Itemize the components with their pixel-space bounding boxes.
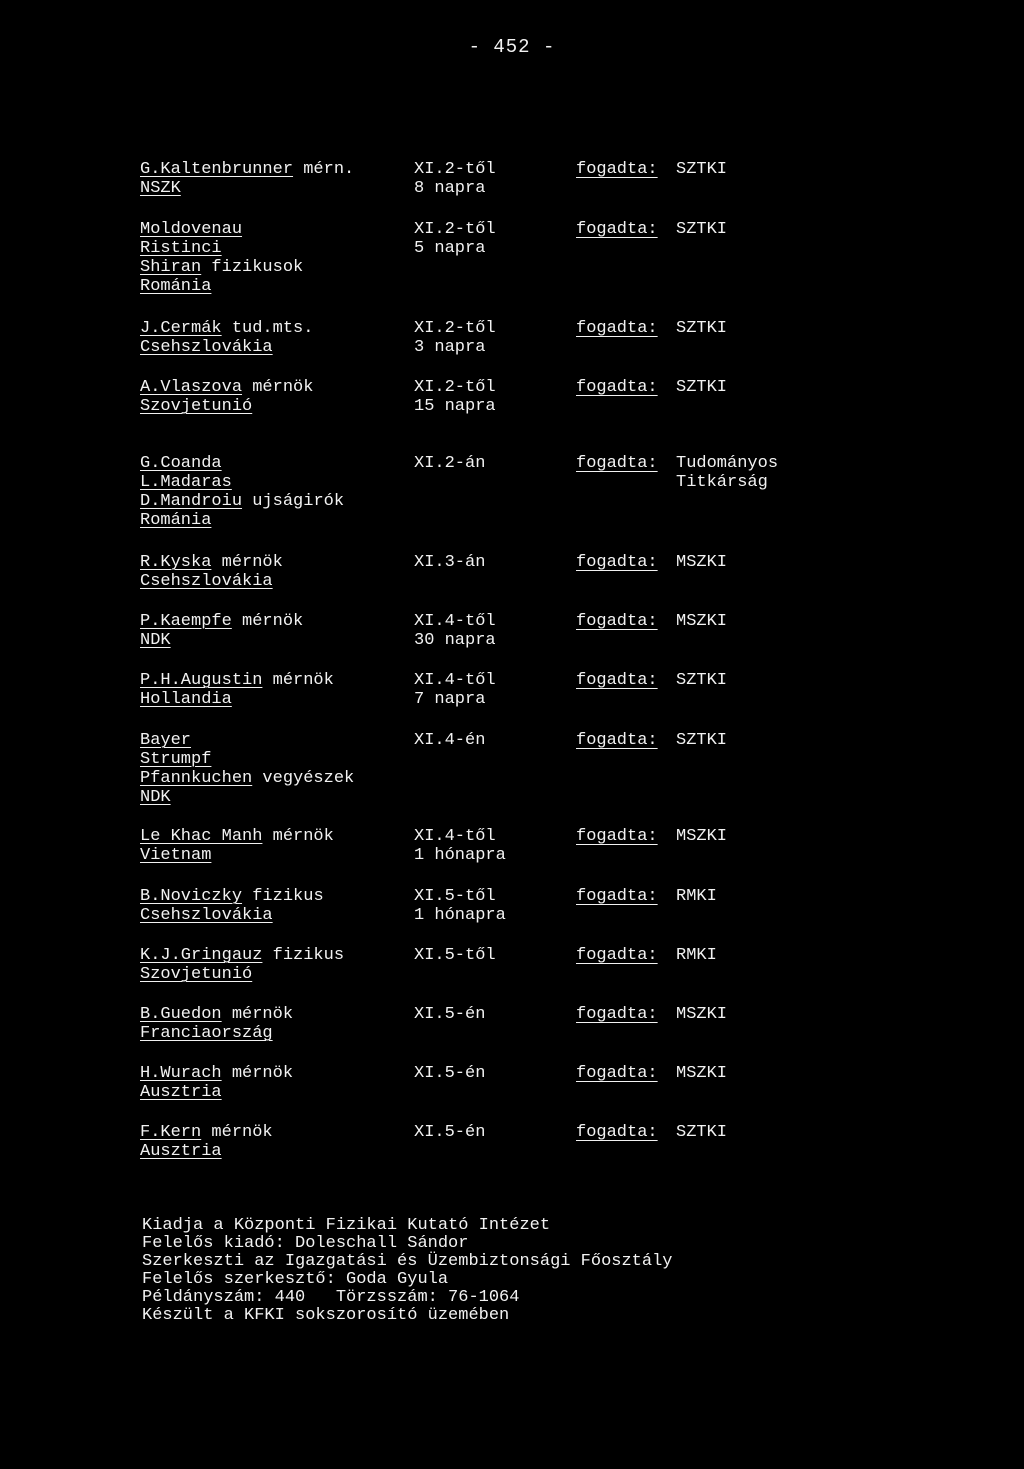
- host-institute: [676, 612, 727, 631]
- visitor-name-line: [140, 492, 410, 511]
- visitor-name-line: [140, 1024, 410, 1043]
- visit-date-block: [414, 220, 564, 258]
- host-label: fogadta:: [576, 160, 658, 179]
- visitor-name: F.Kern: [140, 1123, 202, 1142]
- visitor-role: fizikusok: [201, 258, 304, 277]
- visitor-name-line: [140, 553, 410, 572]
- visitor-role: vegyészek: [252, 769, 355, 788]
- visit-date: XI.5-én: [414, 1123, 486, 1142]
- host-block: [576, 160, 836, 179]
- visitor-name-line: [140, 769, 410, 788]
- visitor-name: Szovjetunió: [140, 965, 253, 984]
- visitor-name: Csehszlovákia: [140, 572, 273, 591]
- visitor-name: D.Mandroiu: [140, 492, 243, 511]
- visitor-name-line: [140, 750, 410, 769]
- visit-date-block: [414, 160, 564, 198]
- host-label: fogadta:: [576, 378, 658, 397]
- visitor-name-line: [140, 258, 410, 277]
- host-institute-line: MSZKI: [676, 1064, 728, 1083]
- visitor-name: Le Khac Manh: [140, 827, 263, 846]
- colophon-line: Felelős kiadó: Doleschall Sándor: [142, 1234, 469, 1253]
- visitor-name: Moldovenau: [140, 220, 243, 239]
- host-block: [576, 319, 836, 338]
- host-institute-line: RMKI: [676, 946, 717, 965]
- visitor-name: L.Madaras: [140, 473, 232, 492]
- colophon-line: Szerkeszti az Igazgatási és Üzembiztonsági Főosztály: [142, 1252, 673, 1271]
- visitor-name-line: [140, 671, 410, 690]
- visit-date: XI.3-án: [414, 553, 486, 572]
- visitor-name-line: [140, 378, 410, 397]
- visitor-name-line: [140, 965, 410, 984]
- host-institute: [676, 378, 727, 397]
- host-block: [576, 612, 836, 631]
- host-institute-line: MSZKI: [676, 612, 728, 631]
- visit-date-block: [414, 946, 564, 965]
- visitor-name-block: [140, 553, 410, 591]
- visitor-name-line: [140, 220, 410, 239]
- visitor-role: mérnök: [262, 827, 334, 846]
- visitor-name-line: [140, 1142, 410, 1161]
- host-block: [576, 671, 836, 690]
- host-block: [576, 220, 836, 239]
- visitor-name-block: [140, 1005, 410, 1043]
- visitor-name-line: [140, 1123, 410, 1142]
- visitor-role: mérnök: [262, 671, 334, 690]
- visitor-name: Ristinci: [140, 239, 222, 258]
- visitor-name: Strumpf: [140, 750, 212, 769]
- visitor-name: Szovjetunió: [140, 397, 253, 416]
- visitor-name: Ausztria: [140, 1142, 222, 1161]
- host-institute: [676, 454, 778, 492]
- visitor-name: Csehszlovákia: [140, 906, 273, 925]
- visitor-name-block: [140, 671, 410, 709]
- visitor-name-block: [140, 612, 410, 650]
- host-institute-line: SZTKI: [676, 160, 728, 179]
- visitor-name: Bayer: [140, 731, 192, 750]
- visitor-name-line: [140, 454, 410, 473]
- visitor-name-line: [140, 887, 410, 906]
- visit-date: XI.4-től: [414, 612, 496, 631]
- visitor-role: mérn.: [293, 160, 355, 179]
- host-institute-line: MSZKI: [676, 1005, 728, 1024]
- host-label: fogadta:: [576, 454, 658, 473]
- visit-date: XI.2-től: [414, 220, 496, 239]
- host-block: [576, 1123, 836, 1142]
- visit-date: XI.2-től: [414, 319, 496, 338]
- host-institute: [676, 887, 717, 906]
- visitor-name-line: [140, 827, 410, 846]
- visitor-name: G.Coanda: [140, 454, 222, 473]
- visitor-name-line: [140, 631, 410, 650]
- host-block: [576, 378, 836, 397]
- host-institute-line: SZTKI: [676, 220, 728, 239]
- visitor-name-line: [140, 612, 410, 631]
- host-block: [576, 827, 836, 846]
- host-label: fogadta:: [576, 612, 658, 631]
- colophon-line: Kiadja a Központi Fizikai Kutató Intézet: [142, 1216, 551, 1235]
- host-block: [576, 1064, 836, 1083]
- host-block: [576, 454, 836, 492]
- visit-date: XI.2-től: [414, 160, 496, 179]
- visitor-name: P.Kaempfe: [140, 612, 232, 631]
- host-label: fogadta:: [576, 671, 658, 690]
- host-label: fogadta:: [576, 220, 658, 239]
- visit-date: 3 napra: [414, 338, 486, 357]
- visit-date-block: [414, 378, 564, 416]
- host-institute-line: SZTKI: [676, 1123, 728, 1142]
- visitor-name-line: [140, 906, 410, 925]
- visitor-name: Vietnam: [140, 846, 212, 865]
- visit-date-block: [414, 887, 564, 925]
- visitor-role: tud.mts.: [221, 319, 314, 338]
- visit-date: XI.5-től: [414, 946, 496, 965]
- host-institute-line: MSZKI: [676, 827, 728, 846]
- host-label: fogadta:: [576, 1005, 658, 1024]
- host-institute-line: SZTKI: [676, 319, 728, 338]
- visitor-name: NDK: [140, 631, 171, 650]
- visitor-name: Franciaország: [140, 1024, 273, 1043]
- visitor-name-line: [140, 397, 410, 416]
- visitor-name: Shiran: [140, 258, 202, 277]
- visit-date: 1 hónapra: [414, 846, 506, 865]
- visitor-name: B.Guedon: [140, 1005, 222, 1024]
- visit-date-block: [414, 671, 564, 709]
- colophon-line: Példányszám: 440 Törzsszám: 76-1064: [142, 1288, 520, 1307]
- visitor-name: J.Cermák: [140, 319, 222, 338]
- visitor-name-line: [140, 1083, 410, 1102]
- visitor-role: mérnök: [221, 1064, 294, 1083]
- visitor-name-line: [140, 319, 410, 338]
- visitor-name-line: [140, 1064, 410, 1083]
- host-institute: [676, 160, 727, 179]
- visitor-name: K.J.Gringauz: [140, 946, 263, 965]
- host-institute: [676, 731, 727, 750]
- visit-date: XI.2-án: [414, 454, 486, 473]
- host-institute: [676, 1064, 727, 1083]
- host-block: [576, 946, 836, 965]
- visitor-name: NDK: [140, 788, 171, 807]
- visitor-name: R.Kyska: [140, 553, 212, 572]
- visitor-name: H.Wurach: [140, 1064, 222, 1083]
- host-institute: [676, 319, 727, 338]
- host-institute: [676, 1123, 727, 1142]
- host-institute-line: MSZKI: [676, 553, 728, 572]
- colophon-line: Készült a KFKI sokszorosító üzemében: [142, 1306, 510, 1325]
- host-label: fogadta:: [576, 731, 658, 750]
- visit-date-block: [414, 553, 564, 572]
- visitor-name: B.Noviczky: [140, 887, 243, 906]
- visit-date: 7 napra: [414, 690, 486, 709]
- visit-date-block: [414, 731, 564, 750]
- visitor-role: mérnök: [221, 1005, 294, 1024]
- visitor-name-block: [140, 220, 410, 296]
- host-institute-line: Titkárság: [676, 473, 768, 492]
- visitor-name-block: [140, 887, 410, 925]
- visitor-name-block: [140, 160, 410, 198]
- visit-date: XI.4-én: [414, 731, 486, 750]
- visitor-name-block: [140, 946, 410, 984]
- visitor-name: Ausztria: [140, 1083, 222, 1102]
- host-institute-line: RMKI: [676, 887, 717, 906]
- visitor-name: NSZK: [140, 179, 181, 198]
- visit-date: XI.5-től: [414, 887, 496, 906]
- host-institute: [676, 827, 727, 846]
- visitor-name-line: [140, 731, 410, 750]
- visitor-name-block: [140, 731, 410, 807]
- visitor-name-line: [140, 946, 410, 965]
- visitor-name-line: [140, 473, 410, 492]
- visitor-name-line: [140, 277, 410, 296]
- visit-date: 8 napra: [414, 179, 486, 198]
- host-institute: [676, 553, 727, 572]
- host-label: fogadta:: [576, 1064, 658, 1083]
- host-block: [576, 553, 836, 572]
- visitor-name: A.Vlaszova: [140, 378, 243, 397]
- page-number: - 452 -: [468, 36, 556, 58]
- visitor-name-block: [140, 454, 410, 530]
- visitor-role: mérnök: [231, 612, 304, 631]
- host-institute: [676, 671, 727, 690]
- visit-date: XI.5-én: [414, 1005, 486, 1024]
- visitor-name-block: [140, 827, 410, 865]
- colophon-line: Felelős szerkesztő: Goda Gyula: [142, 1270, 449, 1289]
- visit-date-block: [414, 612, 564, 650]
- host-label: fogadta:: [576, 887, 658, 906]
- visitor-name-block: [140, 319, 410, 357]
- visitor-role: fizikus: [262, 946, 345, 965]
- host-institute: [676, 1005, 727, 1024]
- visitor-name-block: [140, 378, 410, 416]
- visitor-name-line: [140, 572, 410, 591]
- visit-date: XI.5-én: [414, 1064, 486, 1083]
- host-institute-line: SZTKI: [676, 378, 728, 397]
- visit-date: 5 napra: [414, 239, 486, 258]
- visitor-name-block: [140, 1123, 410, 1161]
- host-block: [576, 1005, 836, 1024]
- visit-date-block: [414, 1123, 564, 1142]
- visit-date: 15 napra: [414, 397, 496, 416]
- visit-date-block: [414, 1005, 564, 1024]
- visitor-role: mérnök: [201, 1123, 273, 1142]
- host-institute: [676, 946, 717, 965]
- visitor-name-line: [140, 690, 410, 709]
- visit-date-block: [414, 1064, 564, 1083]
- visit-date: XI.2-től: [414, 378, 496, 397]
- visitor-name-line: [140, 846, 410, 865]
- visitor-name-line: [140, 338, 410, 357]
- host-block: [576, 887, 836, 906]
- host-institute-line: Tudományos: [676, 454, 779, 473]
- host-institute-line: SZTKI: [676, 731, 728, 750]
- visitor-name: P.H.Augustin: [140, 671, 263, 690]
- visitor-name: Hollandia: [140, 690, 232, 709]
- visitor-name-block: [140, 1064, 410, 1102]
- visitor-name-line: [140, 160, 410, 179]
- visitor-name-line: [140, 511, 410, 530]
- host-institute-line: SZTKI: [676, 671, 728, 690]
- visitor-role: mérnök: [211, 553, 283, 572]
- visit-date: XI.4-től: [414, 671, 496, 690]
- visitor-name-line: [140, 788, 410, 807]
- visit-date-block: [414, 319, 564, 357]
- colophon: [142, 1217, 673, 1325]
- visitor-role: ujságirók: [242, 492, 345, 511]
- visitor-name: Románia: [140, 511, 212, 530]
- host-institute: [676, 220, 727, 239]
- visitor-name: G.Kaltenbrunner: [140, 160, 294, 179]
- visit-date: 1 hónapra: [414, 906, 506, 925]
- visitor-role: fizikus: [242, 887, 324, 906]
- visitor-name-line: [140, 239, 410, 258]
- host-label: fogadta:: [576, 319, 658, 338]
- host-label: fogadta:: [576, 946, 658, 965]
- visitor-name: Románia: [140, 277, 212, 296]
- host-block: [576, 731, 836, 750]
- host-label: fogadta:: [576, 827, 658, 846]
- visit-date-block: [414, 454, 564, 473]
- host-label: fogadta:: [576, 1123, 658, 1142]
- visitor-name: Csehszlovákia: [140, 338, 273, 357]
- visitor-name-line: [140, 179, 410, 198]
- host-label: fogadta:: [576, 553, 658, 572]
- visit-date-block: [414, 827, 564, 865]
- visitor-role: mérnök: [242, 378, 314, 397]
- visit-date: XI.4-től: [414, 827, 496, 846]
- visitor-name: Pfannkuchen: [140, 769, 253, 788]
- visit-date: 30 napra: [414, 631, 496, 650]
- visitor-name-line: [140, 1005, 410, 1024]
